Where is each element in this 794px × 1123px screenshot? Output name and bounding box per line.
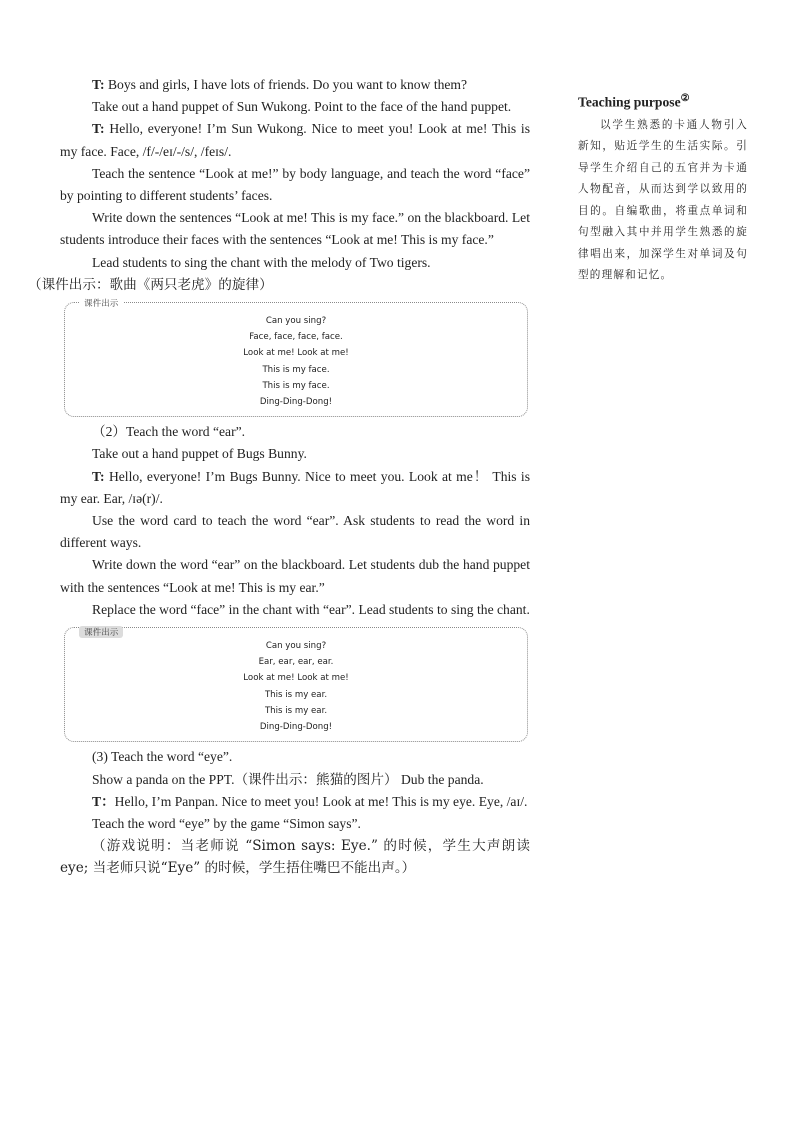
paragraph-simon-says: Teach the word “eye” by the game “Simon says”. — [92, 815, 361, 831]
chant-line: Face, face, face, face. — [249, 332, 343, 343]
lesson-body — [28, 74, 530, 880]
courseware-note: （课件出示：歌曲《两只老虎》的旋律） — [28, 276, 273, 293]
sidebar-title — [578, 88, 748, 114]
paragraph-teach-sentence: Teach the sentence “Look at me!” by body language, and teach the word “face” by pointing to different students’ faces. — [60, 165, 530, 204]
teaching-purpose-sidebar — [578, 88, 748, 287]
paragraph-text: Dub the panda. — [397, 771, 484, 787]
paragraph-replace: Replace the word “face” in the chant with “ear”. Lead students to sing the chant. — [92, 601, 530, 617]
paragraph-text: Show a panda on the PPT. — [92, 771, 235, 787]
courseware-tag: 课件出示 — [79, 297, 123, 309]
paragraph-bugs-dialog — [60, 466, 530, 510]
chant-line: Look at me! Look at me! — [243, 348, 349, 359]
paragraph-ear-heading: （2）Teach the word “ear”. — [92, 424, 246, 440]
chant-line: Can you sing? — [265, 316, 327, 327]
paragraph-text: Hello, everyone! I’m Sun Wukong. Nice to meet you! Look at me! This is my face. Face, /f/-/eɪ/-/s/, /feɪs/. — [60, 121, 530, 159]
sidebar-title-text: Teaching purpose — [578, 94, 681, 110]
chant-line: This is my face. — [262, 364, 330, 375]
courseware-note: （课件出示：熊猫的图片） — [234, 771, 398, 788]
paragraph-sing — [28, 252, 530, 296]
paragraph-text: Hello, everyone! I’m Bugs Bunny. Nice to meet you. Look at me！ This is my ear. Ear, /ɪə(r)/. — [60, 468, 530, 506]
chant-line: Ding-Ding-Dong! — [259, 722, 333, 733]
courseware-tag: 课件出示 — [79, 626, 123, 638]
chant-box-face — [64, 299, 528, 417]
paragraph-text: Hello, I’m Panpan. Nice to meet you! Look at me! This is my eye. Eye, /aɪ/. — [114, 793, 528, 809]
paragraph-intro — [60, 74, 530, 96]
chant-line: Can you sing? — [265, 641, 327, 652]
chant-line: This is my ear. — [264, 705, 328, 716]
paragraph-puppet: Take out a hand puppet of Sun Wukong. Point to the face of the hand puppet. — [92, 99, 512, 115]
speaker-label: T： — [92, 793, 115, 809]
speaker-label: T: — [92, 468, 105, 484]
chant-line: This is my face. — [262, 380, 330, 391]
paragraph-bugs-bunny: Take out a hand puppet of Bugs Bunny. — [92, 446, 307, 462]
paragraph-dub: Write down the word “ear” on the blackboard. Let students dub the hand puppet with the sentences “Look at me! This is my ear.” — [60, 557, 530, 595]
paragraph-sun-wukong — [60, 118, 530, 162]
paragraph-word-card: Use the word card to teach the word “ear”. Ask students to read the word in different ways. — [60, 513, 530, 551]
sidebar-body: 以学生熟悉的卡通人物引入新知，贴近学生的生活实际。引导学生介绍自己的五官并为卡通人物配音，从而达到学以致用的目的。自编歌曲，将重点单词和句型融入其中并用学生熟悉的旋律唱出来，加深学生对单词及句型的理解和记忆。 — [578, 118, 748, 282]
paragraph-blackboard: Write down the sentences “Look at me! This is my face.” on the blackboard. Let students introduce their faces with the sentences “Look at me! This is my face.” — [60, 210, 530, 248]
speaker-label: T: — [92, 121, 105, 137]
paragraph-text: Boys and girls, I have lots of friends. Do you want to know them? — [104, 77, 468, 92]
game-instructions: （游戏说明：当老师说 “Simon says: Eye.” 的时候，学生大声朗读 eye; 当老师只说“Eye” 的时候，学生捂住嘴巴不能出声。） — [60, 838, 530, 877]
speaker-label: T: — [92, 77, 105, 92]
chant-line: Ear, ear, ear, ear. — [258, 657, 334, 668]
chant-line: Look at me! Look at me! — [243, 673, 349, 684]
paragraph-panda-dialog — [60, 791, 530, 813]
chant-line: Ding-Ding-Dong! — [259, 397, 333, 408]
paragraph-text: Lead students to sing the chant with the melody of Two tigers. — [92, 254, 431, 270]
paragraph-eye-heading: (3) Teach the word “eye”. — [92, 749, 233, 765]
paragraph-panda — [60, 769, 530, 791]
chant-line: This is my ear. — [264, 689, 328, 700]
note-marker: ② — [680, 93, 690, 104]
chant-box-ear — [64, 627, 528, 742]
